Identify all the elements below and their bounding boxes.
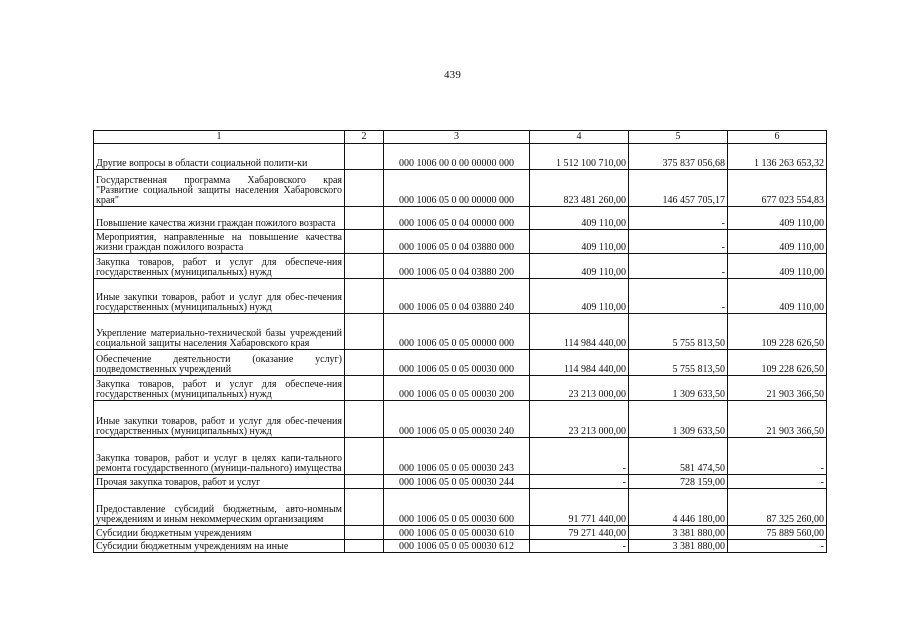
header-col-4: 4 (530, 131, 629, 144)
row-amount-executed-cell: 1 309 633,50 (629, 376, 728, 401)
header-col-6: 6 (728, 131, 827, 144)
table-row (94, 279, 827, 314)
row-col2-cell (345, 526, 384, 540)
row-name-cell: Иные закупки товаров, работ и услуг для обес-печения государственных (муниципальных) нужд (94, 279, 345, 314)
row-name-cell: Закупка товаров, работ и услуг в целях капи-тального ремонта государственного (муници-пального) имущества (94, 438, 345, 475)
header-col-5: 5 (629, 131, 728, 144)
row-amount-remaining-cell: 677 023 554,83 (728, 170, 827, 207)
row-col2-cell (345, 279, 384, 314)
row-code-cell: 000 1006 05 0 04 00000 000 (384, 207, 530, 230)
row-amount-remaining-cell: 87 325 260,00 (728, 489, 827, 526)
table-row (94, 475, 827, 489)
row-code-cell: 000 1006 05 0 05 00030 600 (384, 489, 530, 526)
row-code-cell: 000 1006 05 0 04 03880 240 (384, 279, 530, 314)
row-col2-cell (345, 438, 384, 475)
row-amount-remaining-cell: 409 110,00 (728, 207, 827, 230)
row-amount-planned-cell: 823 481 260,00 (530, 170, 629, 207)
row-amount-remaining-cell: 409 110,00 (728, 279, 827, 314)
row-amount-planned-cell: 79 271 440,00 (530, 526, 629, 540)
row-col2-cell (345, 350, 384, 376)
row-code-cell: 000 1006 05 0 05 00030 243 (384, 438, 530, 475)
row-amount-executed-cell: - (629, 279, 728, 314)
header-col-2: 2 (345, 131, 384, 144)
row-amount-executed-cell: - (629, 230, 728, 254)
row-amount-planned-cell: 409 110,00 (530, 254, 629, 279)
table-row (94, 170, 827, 207)
row-amount-remaining-cell: 1 136 263 653,32 (728, 144, 827, 170)
row-amount-executed-cell: 1 309 633,50 (629, 401, 728, 438)
row-amount-remaining-cell: - (728, 475, 827, 489)
row-code-cell: 000 1006 05 0 05 00030 610 (384, 526, 530, 540)
row-amount-executed-cell: 3 381 880,00 (629, 540, 728, 553)
row-amount-remaining-cell: 21 903 366,50 (728, 401, 827, 438)
row-col2-cell (345, 230, 384, 254)
row-amount-executed-cell: 146 457 705,17 (629, 170, 728, 207)
row-name-cell: Субсидии бюджетным учреждениям на иные (94, 540, 345, 553)
row-name-cell: Закупка товаров, работ и услуг для обеспече-ния государственных (муниципальных) нужд (94, 254, 345, 279)
row-col2-cell (345, 376, 384, 401)
table-row (94, 401, 827, 438)
row-name-cell: Иные закупки товаров, работ и услуг для обес-печения государственных (муниципальных) нужд (94, 401, 345, 438)
row-name-cell: Прочая закупка товаров, работ и услуг (94, 475, 345, 489)
row-amount-executed-cell: 4 446 180,00 (629, 489, 728, 526)
row-amount-executed-cell: - (629, 254, 728, 279)
row-name-cell: Обеспечение деятельности (оказание услуг) подведомственных учреждений (94, 350, 345, 376)
row-name-cell: Государственная программа Хабаровского края "Развитие социальной защиты населения Хабаровского края" (94, 170, 345, 207)
row-amount-executed-cell: - (629, 207, 728, 230)
row-code-cell: 000 1006 05 0 04 03880 000 (384, 230, 530, 254)
row-col2-cell (345, 489, 384, 526)
row-amount-planned-cell: 1 512 100 710,00 (530, 144, 629, 170)
header-col-1: 1 (94, 131, 345, 144)
row-col2-cell (345, 314, 384, 350)
row-amount-planned-cell: 114 984 440,00 (530, 314, 629, 350)
row-amount-executed-cell: 5 755 813,50 (629, 350, 728, 376)
row-amount-planned-cell: 23 213 000,00 (530, 401, 629, 438)
row-amount-planned-cell: - (530, 475, 629, 489)
table-row (94, 350, 827, 376)
table-row (94, 526, 827, 540)
row-name-cell: Другие вопросы в области социальной полити-ки (94, 144, 345, 170)
table-row (94, 207, 827, 230)
row-name-cell: Укрепление материально-технической базы учреждений социальной защиты населения Хабаровского края (94, 314, 345, 350)
row-amount-planned-cell: 409 110,00 (530, 230, 629, 254)
table-row (94, 254, 827, 279)
row-amount-executed-cell: 3 381 880,00 (629, 526, 728, 540)
row-amount-remaining-cell: - (728, 438, 827, 475)
row-name-cell: Закупка товаров, работ и услуг для обеспече-ния государственных (муниципальных) нужд (94, 376, 345, 401)
row-amount-planned-cell: - (530, 540, 629, 553)
row-amount-executed-cell: 581 474,50 (629, 438, 728, 475)
row-amount-remaining-cell: 109 228 626,50 (728, 314, 827, 350)
row-col2-cell (345, 144, 384, 170)
row-amount-planned-cell: - (530, 438, 629, 475)
row-amount-remaining-cell: 21 903 366,50 (728, 376, 827, 401)
page-number: 439 (443, 69, 462, 81)
budget-table (93, 130, 827, 553)
row-col2-cell (345, 254, 384, 279)
table-row (94, 376, 827, 401)
row-amount-executed-cell: 5 755 813,50 (629, 314, 728, 350)
row-code-cell: 000 1006 05 0 05 00030 612 (384, 540, 530, 553)
header-col-3: 3 (384, 131, 530, 144)
row-amount-planned-cell: 91 771 440,00 (530, 489, 629, 526)
row-col2-cell (345, 475, 384, 489)
row-name-cell: Мероприятия, направленные на повышение качества жизни граждан пожилого возраста (94, 230, 345, 254)
row-code-cell: 000 1006 05 0 04 03880 200 (384, 254, 530, 279)
row-col2-cell (345, 207, 384, 230)
table-row (94, 489, 827, 526)
row-amount-planned-cell: 23 213 000,00 (530, 376, 629, 401)
table-row (94, 230, 827, 254)
row-col2-cell (345, 170, 384, 207)
row-amount-executed-cell: 728 159,00 (629, 475, 728, 489)
row-name-cell: Повышение качества жизни граждан пожилого возраста (94, 207, 345, 230)
row-amount-remaining-cell: - (728, 540, 827, 553)
table-row (94, 314, 827, 350)
row-code-cell: 000 1006 05 0 00 00000 000 (384, 170, 530, 207)
table-row (94, 540, 827, 553)
row-name-cell: Предоставление субсидий бюджетным, авто-номным учреждениям и иным некоммерческим организациям (94, 489, 345, 526)
row-code-cell: 000 1006 05 0 05 00000 000 (384, 314, 530, 350)
row-code-cell: 000 1006 05 0 05 00030 244 (384, 475, 530, 489)
row-amount-planned-cell: 409 110,00 (530, 207, 629, 230)
row-code-cell: 000 1006 05 0 05 00030 240 (384, 401, 530, 438)
row-amount-planned-cell: 409 110,00 (530, 279, 629, 314)
row-amount-remaining-cell: 75 889 560,00 (728, 526, 827, 540)
row-code-cell: 000 1006 05 0 05 00030 000 (384, 350, 530, 376)
row-code-cell: 000 1006 05 0 05 00030 200 (384, 376, 530, 401)
table-row (94, 438, 827, 475)
row-amount-remaining-cell: 409 110,00 (728, 254, 827, 279)
row-col2-cell (345, 401, 384, 438)
row-amount-remaining-cell: 409 110,00 (728, 230, 827, 254)
table-body (94, 144, 827, 553)
row-name-cell: Субсидии бюджетным учреждениям (94, 526, 345, 540)
table-row (94, 144, 827, 170)
row-amount-executed-cell: 375 837 056,68 (629, 144, 728, 170)
row-code-cell: 000 1006 00 0 00 00000 000 (384, 144, 530, 170)
row-amount-planned-cell: 114 984 440,00 (530, 350, 629, 376)
row-amount-remaining-cell: 109 228 626,50 (728, 350, 827, 376)
header-row (94, 131, 827, 144)
row-col2-cell (345, 540, 384, 553)
